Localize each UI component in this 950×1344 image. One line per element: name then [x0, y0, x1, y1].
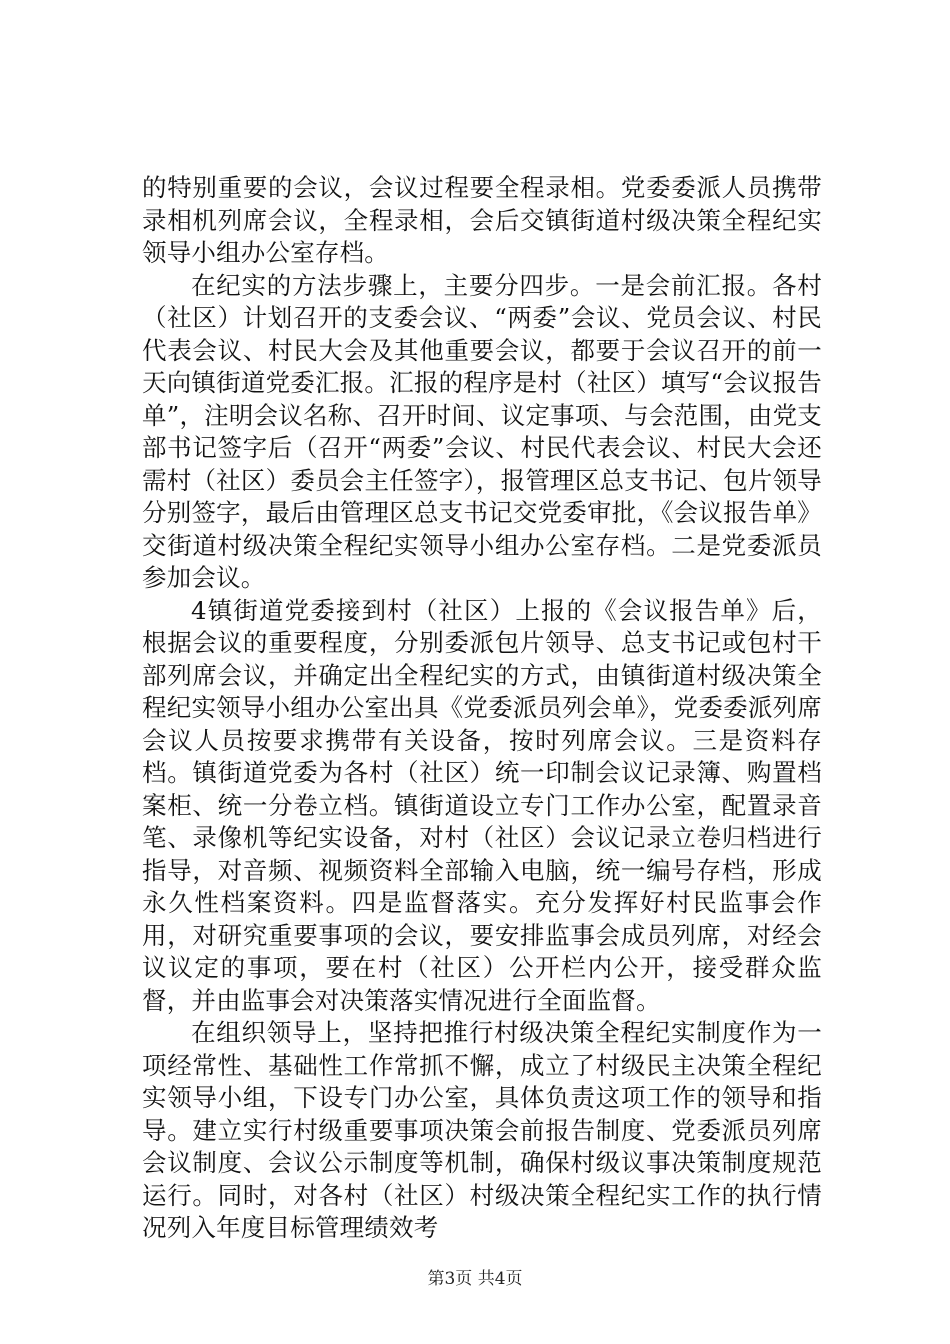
page-footer: 第3页 共4页	[427, 1269, 523, 1289]
paragraph-2: 在纪实的方法步骤上，主要分四步。一是会前汇报。各村（社区）计划召开的支委会议、“两委”会议、党员会议、村民代表会议、村民大会及其他重要会议，都要于会议召开的前一天向镇街道党委汇报。汇报的程序是村（社区）填写“会议报告单”，注明会议名称、召开时间、议定事项、与会范围，由党支部书记签字后（召开“两委”会议、村民代表会议、村民大会还需村（社区）委员会主任签字），报管理区总支书记、包片领导分别签字，最后由管理区总支书记交党委审批，《会议报告单》交街道村级决策全程纪实领导小组办公室存档。二是党委派员参加会议。	[142, 270, 822, 592]
paragraph-4: 在组织领导上，坚持把推行村级决策全程纪实制度作为一项经常性、基础性工作常抓不懈，成立了村级民主决策全程纪实领导小组，下设专门办公室，具体负责这项工作的领导和指导。建立实行村级重要事项决策会前报告制度、党委派员列席会议制度、会议公示制度等机制，确保村级议事决策制度规范运行。同时，对各村（社区）村级决策全程纪实工作的执行情况列入年度目标管理绩效考	[142, 1018, 822, 1242]
body-text	[142, 172, 822, 1245]
paragraph-1: 的特别重要的会议，会议过程要全程录相。党委委派人员携带录相机列席会议，全程录相，会后交镇街道村级决策全程纪实领导小组办公室存档。	[142, 173, 822, 267]
paragraph-3: 4镇街道党委接到村（社区）上报的《会议报告单》后，根据会议的重要程度，分别委派包片领导、总支书记或包村干部列席会议，并确定出全程纪实的方式，由镇街道村级决策全程纪实领导小组办公室出具《党委派员列会单》，党委委派列席会议人员按要求携带有关设备，按时列席会议。三是资料存档。镇街道党委为各村（社区）统一印制会议记录簿、购置档案柜、统一分卷立档。镇街道设立专门工作办公室，配置录音笔、录像机等纪实设备，对村（社区）会议记录立卷归档进行指导，对音频、视频资料全部输入电脑，统一编号存档，形成永久性档案资料。四是监督落实。充分发挥好村民监事会作用，对研究重要事项的会议，要安排监事会成员列席，对经会议议定的事项，要在村（社区）公开栏内公开，接受群众监督，并由监事会对决策落实情况进行全面监督。	[142, 595, 822, 1015]
